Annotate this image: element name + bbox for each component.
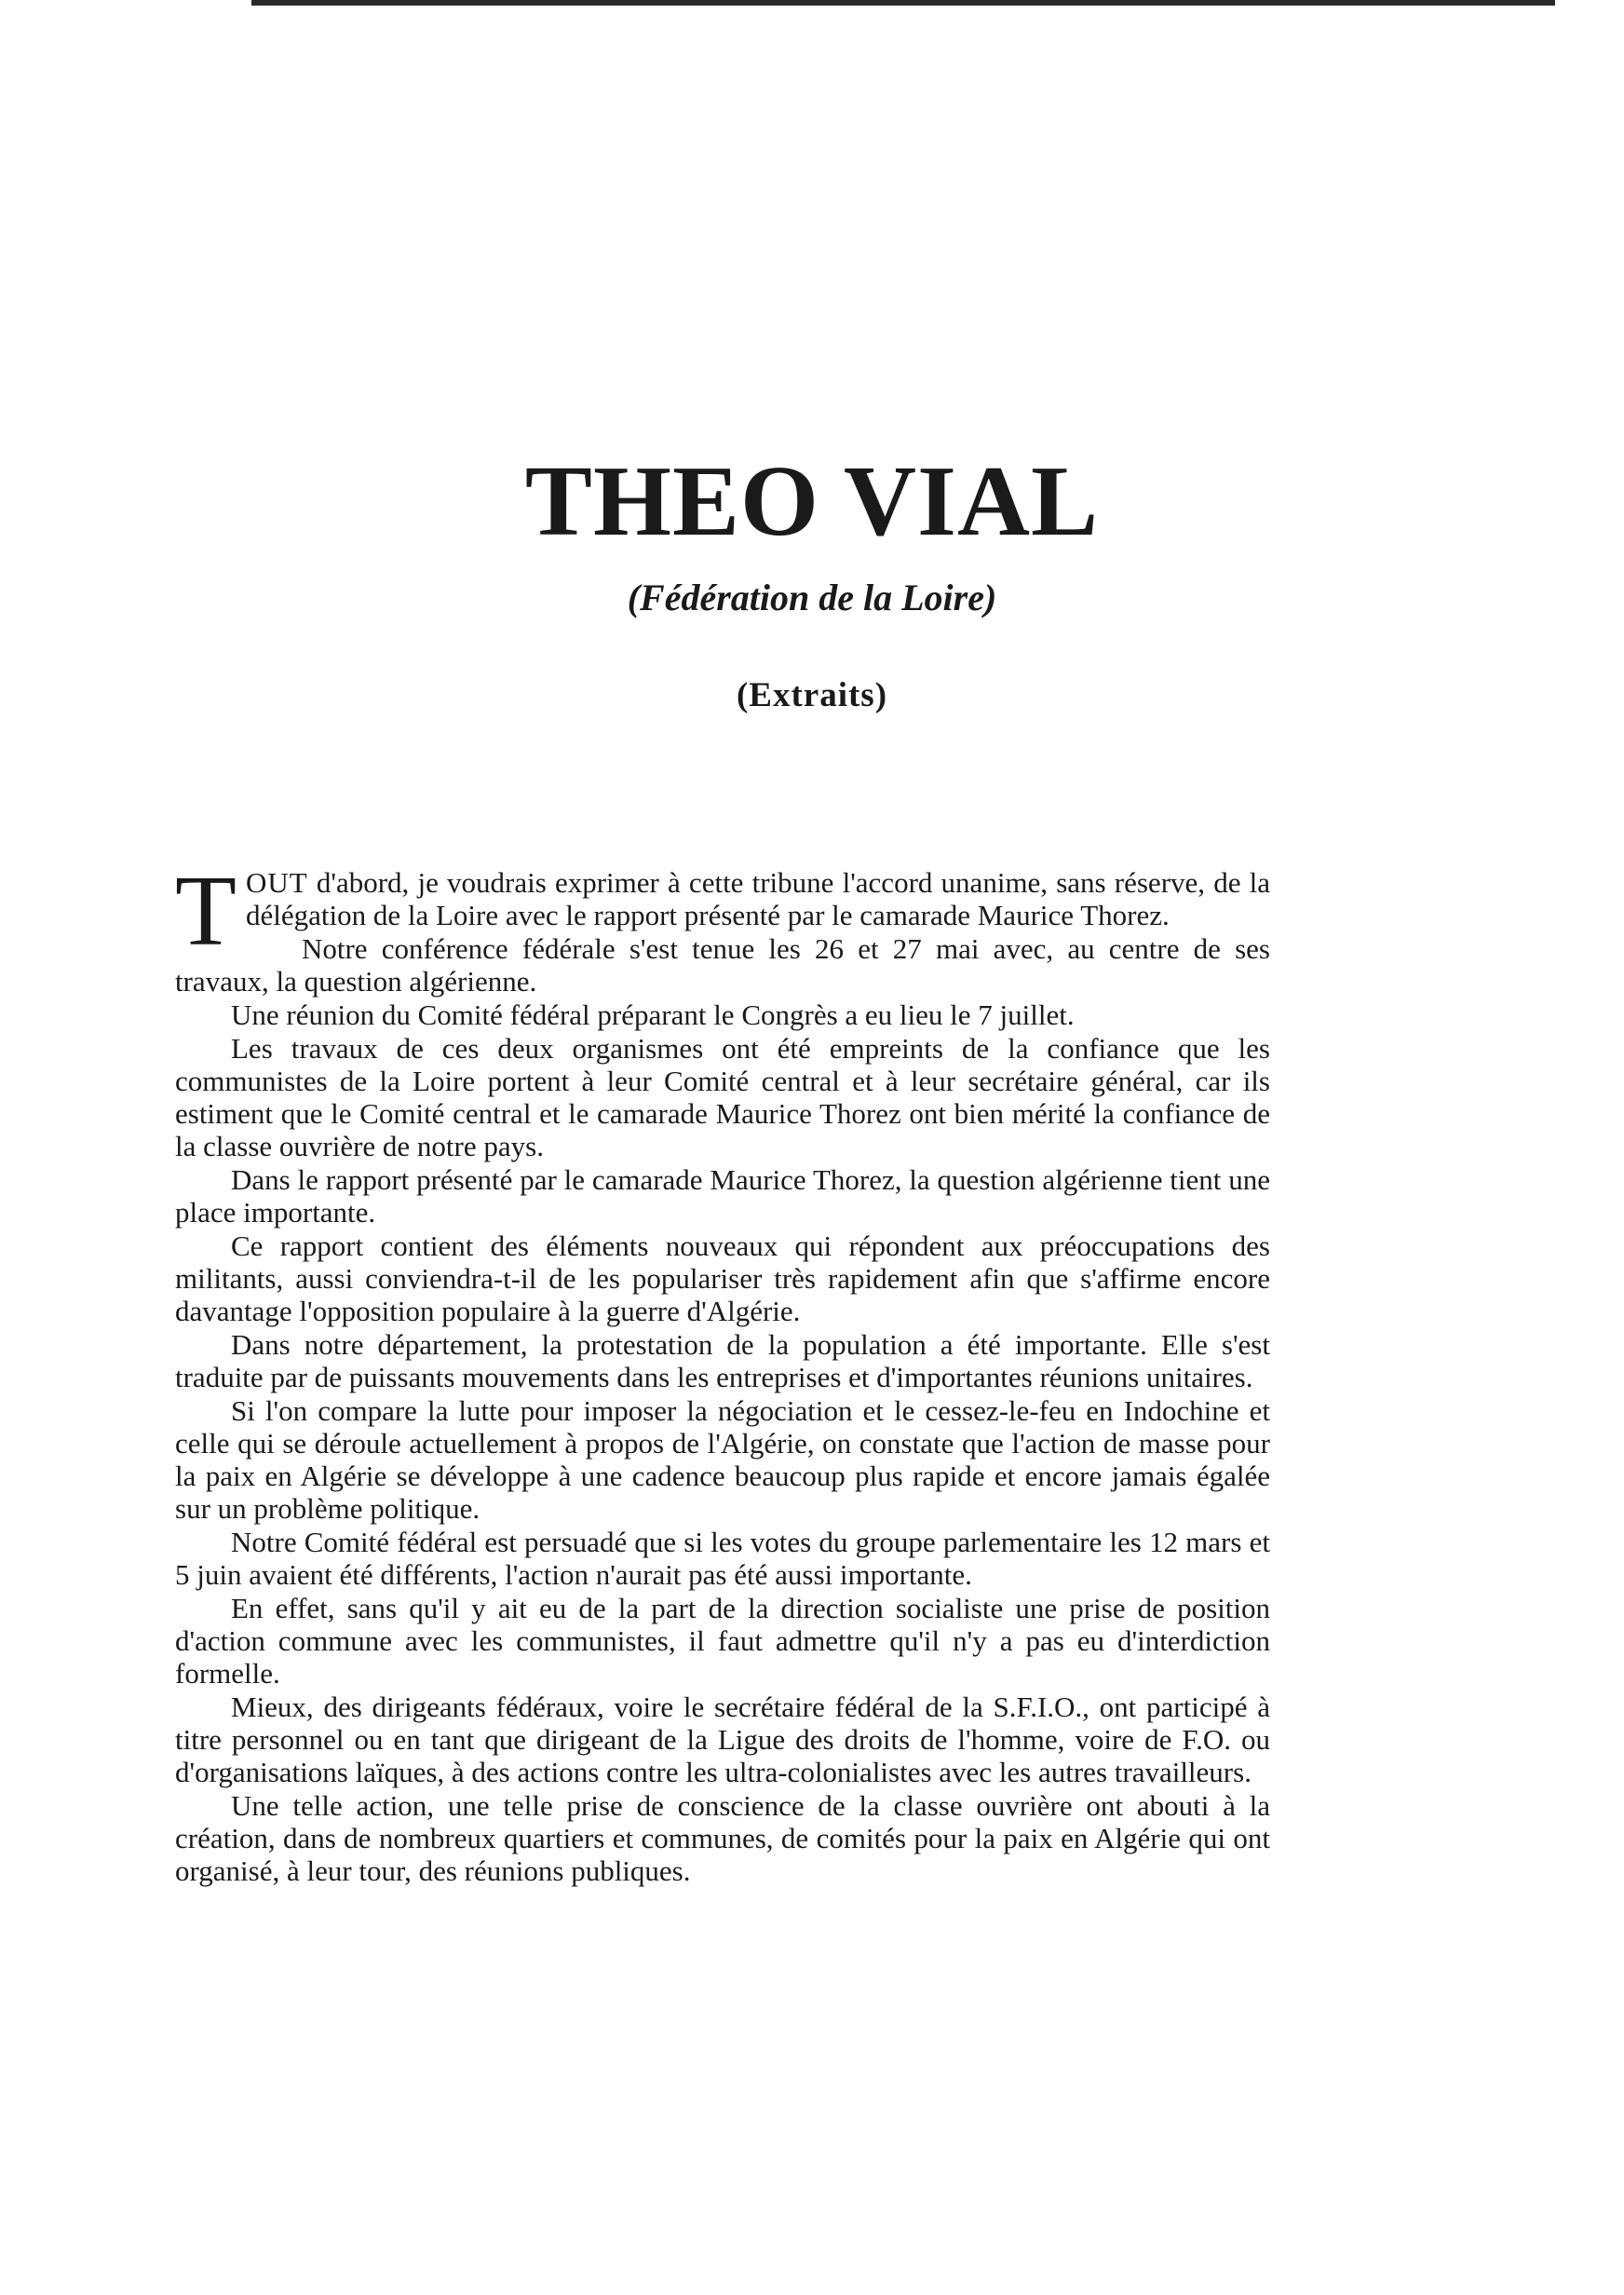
paragraph: Dans le rapport présenté par le camarade Maurice Thorez, la question algérienne tient une place importante.: [175, 1163, 1270, 1229]
paragraph: Dans notre département, la protestation de la population a été importante. Elle s'est traduite par de puissants mouvements dans les entreprises et d'importantes réunions unitaires.: [175, 1328, 1270, 1393]
paragraph: Notre conférence fédérale s'est tenue les 26 et 27 mai avec, au centre de ses travaux, la question algérienne.: [175, 932, 1270, 998]
paragraph: Une réunion du Comité fédéral préparant le Congrès a eu lieu le 7 juillet.: [231, 998, 1075, 1031]
lead-text: d'abord, je voudrais exprimer à cette tribune l'accord unanime, sans réserve, de la délégation de la Loire avec le rapport présenté par le camarade Maurice Thorez.: [245, 866, 1270, 931]
lead-caps: OUT: [245, 866, 308, 899]
paragraph: Mieux, des dirigeants fédéraux, voire le secrétaire fédéral de la S.F.I.O., ont participé à titre personnel ou en tant que dirigeant de la Ligue des droits de l'homme, voire de F.O. ou d'organisations laïques, à des actions contre les ultra-colonialistes avec les autres travailleurs.: [175, 1691, 1270, 1788]
page-top-border: [251, 0, 1555, 6]
paragraph: Si l'on compare la lutte pour imposer la négociation et le cessez-le-feu en Indochine et celle qui se déroule actuellement à propos de l'Algérie, on constate que l'action de masse pour la paix en Algérie se développe à une cadence beaucoup plus rapide et encore jamais égalée sur un problème politique.: [175, 1394, 1270, 1525]
drop-cap: T: [175, 856, 237, 967]
paragraph: Notre Comité fédéral est persuadé que si les votes du groupe parlementaire les 12 mars et 5 juin avaient été différents, l'action n'aurait pas été aussi importante.: [175, 1526, 1270, 1591]
article-body: [175, 856, 1270, 1888]
paragraph: En effet, sans qu'il y ait eu de la part de la direction socialiste une prise de position d'action commune avec les communistes, il faut admettre qu'il n'y a pas eu d'interdiction formelle.: [175, 1592, 1270, 1690]
paragraph: Les travaux de ces deux organismes ont été empreints de la confiance que les communistes de la Loire portent à leur Comité central et à leur secrétaire général, car ils estiment que le Comité central et le camarade Maurice Thorez ont bien mérité la confiance de la classe ouvrière de notre pays.: [175, 1032, 1270, 1162]
extract-note: (Extraits): [736, 676, 888, 714]
paragraph: Une telle action, une telle prise de conscience de la classe ouvrière ont abouti à la création, dans de nombreux quartiers et communes, de comités pour la paix en Algérie qui ont organisé, à leur tour, des réunions publiques.: [175, 1789, 1270, 1887]
page-title: THEO VIAL: [524, 446, 1100, 557]
paragraph: Ce rapport contient des éléments nouveaux qui répondent aux préoccupations des militants, aussi conviendra-t-il de les populariser très rapidement afin que s'affirme encore davantage l'opposition populaire à la guerre d'Algérie.: [175, 1229, 1270, 1327]
federation-subtitle: (Fédération de la Loire): [627, 577, 997, 618]
